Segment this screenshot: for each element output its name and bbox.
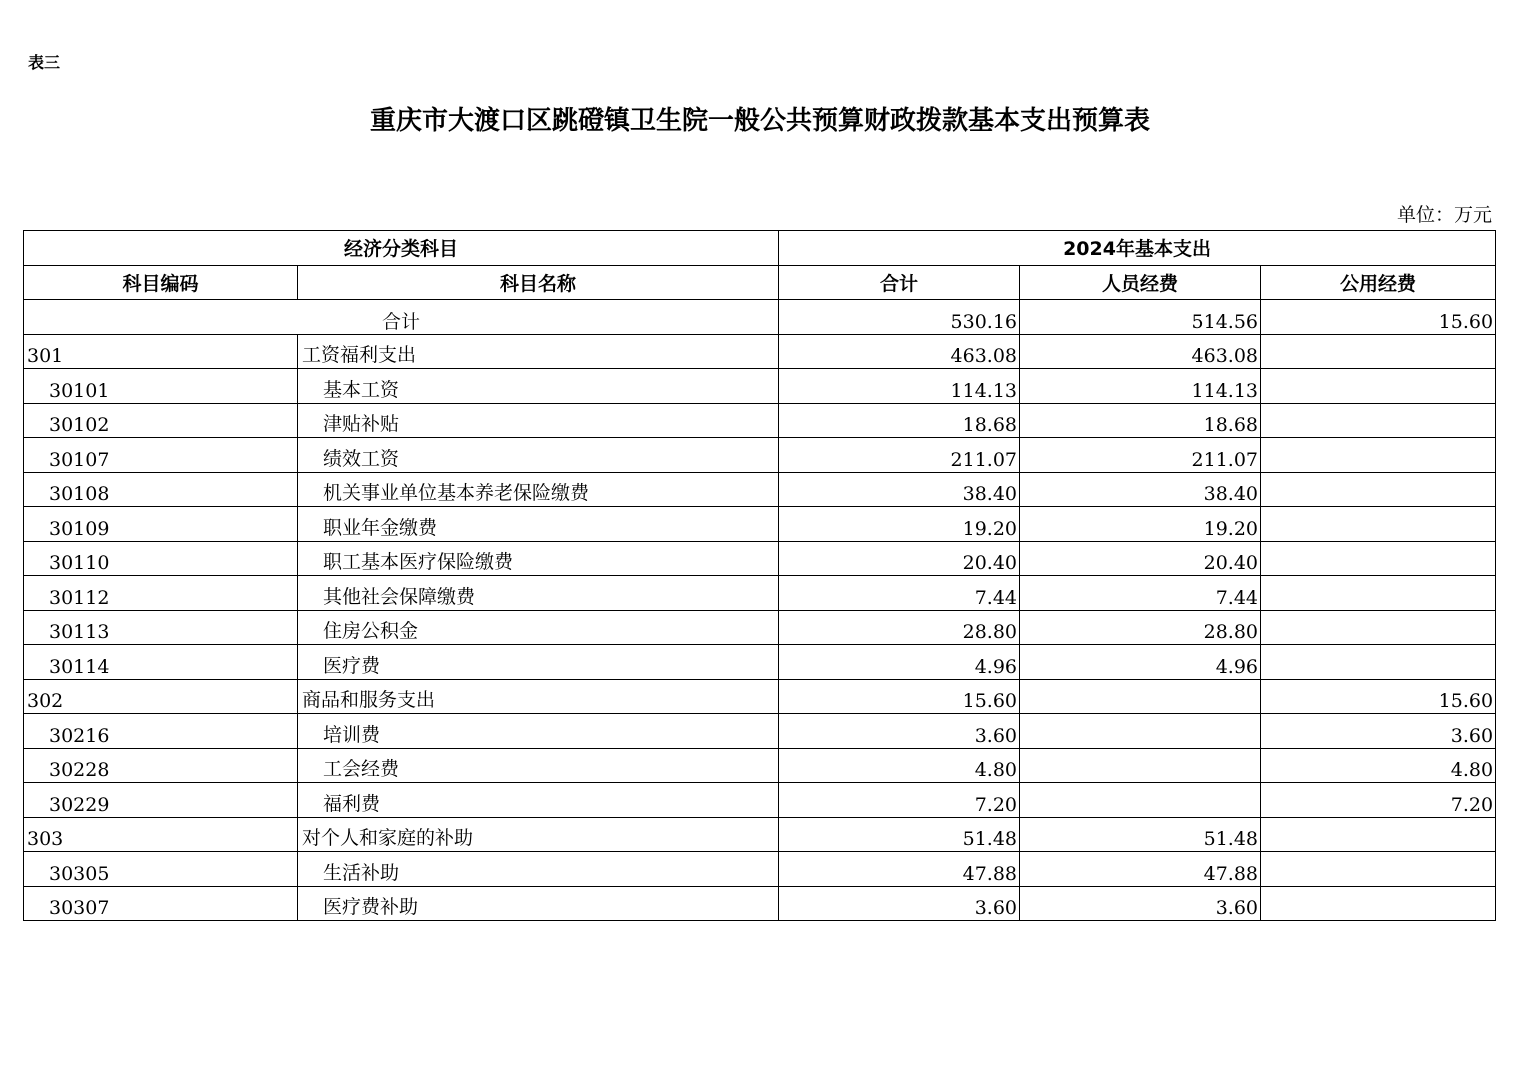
row-code: 30229 bbox=[24, 783, 298, 818]
row-public bbox=[1261, 472, 1496, 507]
row-code: 30107 bbox=[24, 438, 298, 473]
row-public bbox=[1261, 369, 1496, 404]
row-code: 30110 bbox=[24, 541, 298, 576]
row-personnel: 4.96 bbox=[1020, 645, 1261, 680]
table-row bbox=[24, 748, 1496, 783]
row-name: 工会经费 bbox=[298, 748, 779, 783]
row-personnel: 47.88 bbox=[1020, 852, 1261, 887]
row-code: 30305 bbox=[24, 852, 298, 887]
row-public bbox=[1261, 403, 1496, 438]
row-name: 职业年金缴费 bbox=[298, 507, 779, 542]
row-name: 培训费 bbox=[298, 714, 779, 749]
row-public bbox=[1261, 334, 1496, 369]
table-row bbox=[24, 679, 1496, 714]
row-code: 30307 bbox=[24, 886, 298, 921]
table-label: 表三 bbox=[28, 53, 61, 72]
row-code: 30114 bbox=[24, 645, 298, 680]
total-row-label: 合计 bbox=[24, 300, 779, 335]
row-code: 302 bbox=[24, 679, 298, 714]
row-name: 生活补助 bbox=[298, 852, 779, 887]
table-row bbox=[24, 541, 1496, 576]
row-total: 3.60 bbox=[779, 714, 1020, 749]
row-personnel bbox=[1020, 748, 1261, 783]
row-code: 303 bbox=[24, 817, 298, 852]
table-row bbox=[24, 438, 1496, 473]
table-row bbox=[24, 852, 1496, 887]
header-total: 合计 bbox=[779, 265, 1020, 300]
row-personnel: 51.48 bbox=[1020, 817, 1261, 852]
row-name: 对个人和家庭的补助 bbox=[298, 817, 779, 852]
header-economic-classification: 经济分类科目 bbox=[24, 231, 779, 266]
total-row-total: 530.16 bbox=[779, 300, 1020, 335]
unit-label: 单位：万元 bbox=[1396, 204, 1492, 226]
row-total: 28.80 bbox=[779, 610, 1020, 645]
total-row-public: 15.60 bbox=[1261, 300, 1496, 335]
header-group-row bbox=[24, 231, 1496, 266]
row-personnel: 211.07 bbox=[1020, 438, 1261, 473]
row-personnel: 20.40 bbox=[1020, 541, 1261, 576]
row-total: 51.48 bbox=[779, 817, 1020, 852]
row-public bbox=[1261, 817, 1496, 852]
row-personnel: 463.08 bbox=[1020, 334, 1261, 369]
row-name: 机关事业单位基本养老保险缴费 bbox=[298, 472, 779, 507]
row-name: 医疗费 bbox=[298, 645, 779, 680]
row-total: 4.96 bbox=[779, 645, 1020, 680]
table-row bbox=[24, 472, 1496, 507]
header-basic-expenditure: 2024年基本支出 bbox=[779, 231, 1496, 266]
row-name: 绩效工资 bbox=[298, 438, 779, 473]
row-public bbox=[1261, 507, 1496, 542]
row-public: 15.60 bbox=[1261, 679, 1496, 714]
table-row bbox=[24, 334, 1496, 369]
row-personnel bbox=[1020, 679, 1261, 714]
row-code: 30101 bbox=[24, 369, 298, 404]
row-total: 38.40 bbox=[779, 472, 1020, 507]
row-personnel: 38.40 bbox=[1020, 472, 1261, 507]
row-public bbox=[1261, 610, 1496, 645]
total-row bbox=[24, 300, 1496, 335]
table-row bbox=[24, 645, 1496, 680]
row-personnel: 28.80 bbox=[1020, 610, 1261, 645]
row-name: 住房公积金 bbox=[298, 610, 779, 645]
row-code: 30113 bbox=[24, 610, 298, 645]
header-name: 科目名称 bbox=[298, 265, 779, 300]
header-code: 科目编码 bbox=[24, 265, 298, 300]
row-total: 7.44 bbox=[779, 576, 1020, 611]
table-row bbox=[24, 817, 1496, 852]
row-public: 7.20 bbox=[1261, 783, 1496, 818]
row-name: 职工基本医疗保险缴费 bbox=[298, 541, 779, 576]
row-total: 7.20 bbox=[779, 783, 1020, 818]
row-personnel: 3.60 bbox=[1020, 886, 1261, 921]
total-row-personnel: 514.56 bbox=[1020, 300, 1261, 335]
row-personnel: 7.44 bbox=[1020, 576, 1261, 611]
row-code: 30228 bbox=[24, 748, 298, 783]
header-public: 公用经费 bbox=[1261, 265, 1496, 300]
row-name: 津贴补贴 bbox=[298, 403, 779, 438]
row-total: 18.68 bbox=[779, 403, 1020, 438]
row-name: 福利费 bbox=[298, 783, 779, 818]
row-total: 3.60 bbox=[779, 886, 1020, 921]
table-row bbox=[24, 714, 1496, 749]
header-column-row bbox=[24, 265, 1496, 300]
table-row bbox=[24, 783, 1496, 818]
row-name: 其他社会保障缴费 bbox=[298, 576, 779, 611]
row-public bbox=[1261, 645, 1496, 680]
row-code: 30216 bbox=[24, 714, 298, 749]
table-row bbox=[24, 403, 1496, 438]
row-public bbox=[1261, 438, 1496, 473]
row-personnel: 18.68 bbox=[1020, 403, 1261, 438]
row-name: 工资福利支出 bbox=[298, 334, 779, 369]
row-code: 30112 bbox=[24, 576, 298, 611]
row-total: 15.60 bbox=[779, 679, 1020, 714]
row-public bbox=[1261, 541, 1496, 576]
row-code: 301 bbox=[24, 334, 298, 369]
table-row bbox=[24, 369, 1496, 404]
budget-table bbox=[23, 230, 1496, 921]
row-total: 47.88 bbox=[779, 852, 1020, 887]
row-name: 医疗费补助 bbox=[298, 886, 779, 921]
row-total: 20.40 bbox=[779, 541, 1020, 576]
row-total: 463.08 bbox=[779, 334, 1020, 369]
table-row bbox=[24, 610, 1496, 645]
row-total: 211.07 bbox=[779, 438, 1020, 473]
row-total: 19.20 bbox=[779, 507, 1020, 542]
table-row bbox=[24, 507, 1496, 542]
row-personnel: 114.13 bbox=[1020, 369, 1261, 404]
row-personnel: 19.20 bbox=[1020, 507, 1261, 542]
row-personnel bbox=[1020, 783, 1261, 818]
row-code: 30102 bbox=[24, 403, 298, 438]
page-title: 重庆市大渡口区跳磴镇卫生院一般公共预算财政拨款基本支出预算表 bbox=[369, 106, 1150, 136]
row-public bbox=[1261, 886, 1496, 921]
table-row bbox=[24, 576, 1496, 611]
row-personnel bbox=[1020, 714, 1261, 749]
header-personnel: 人员经费 bbox=[1020, 265, 1261, 300]
row-name: 商品和服务支出 bbox=[298, 679, 779, 714]
row-code: 30109 bbox=[24, 507, 298, 542]
row-public: 4.80 bbox=[1261, 748, 1496, 783]
table-row bbox=[24, 886, 1496, 921]
row-total: 114.13 bbox=[779, 369, 1020, 404]
row-code: 30108 bbox=[24, 472, 298, 507]
row-public bbox=[1261, 576, 1496, 611]
row-name: 基本工资 bbox=[298, 369, 779, 404]
row-public: 3.60 bbox=[1261, 714, 1496, 749]
row-total: 4.80 bbox=[779, 748, 1020, 783]
row-public bbox=[1261, 852, 1496, 887]
